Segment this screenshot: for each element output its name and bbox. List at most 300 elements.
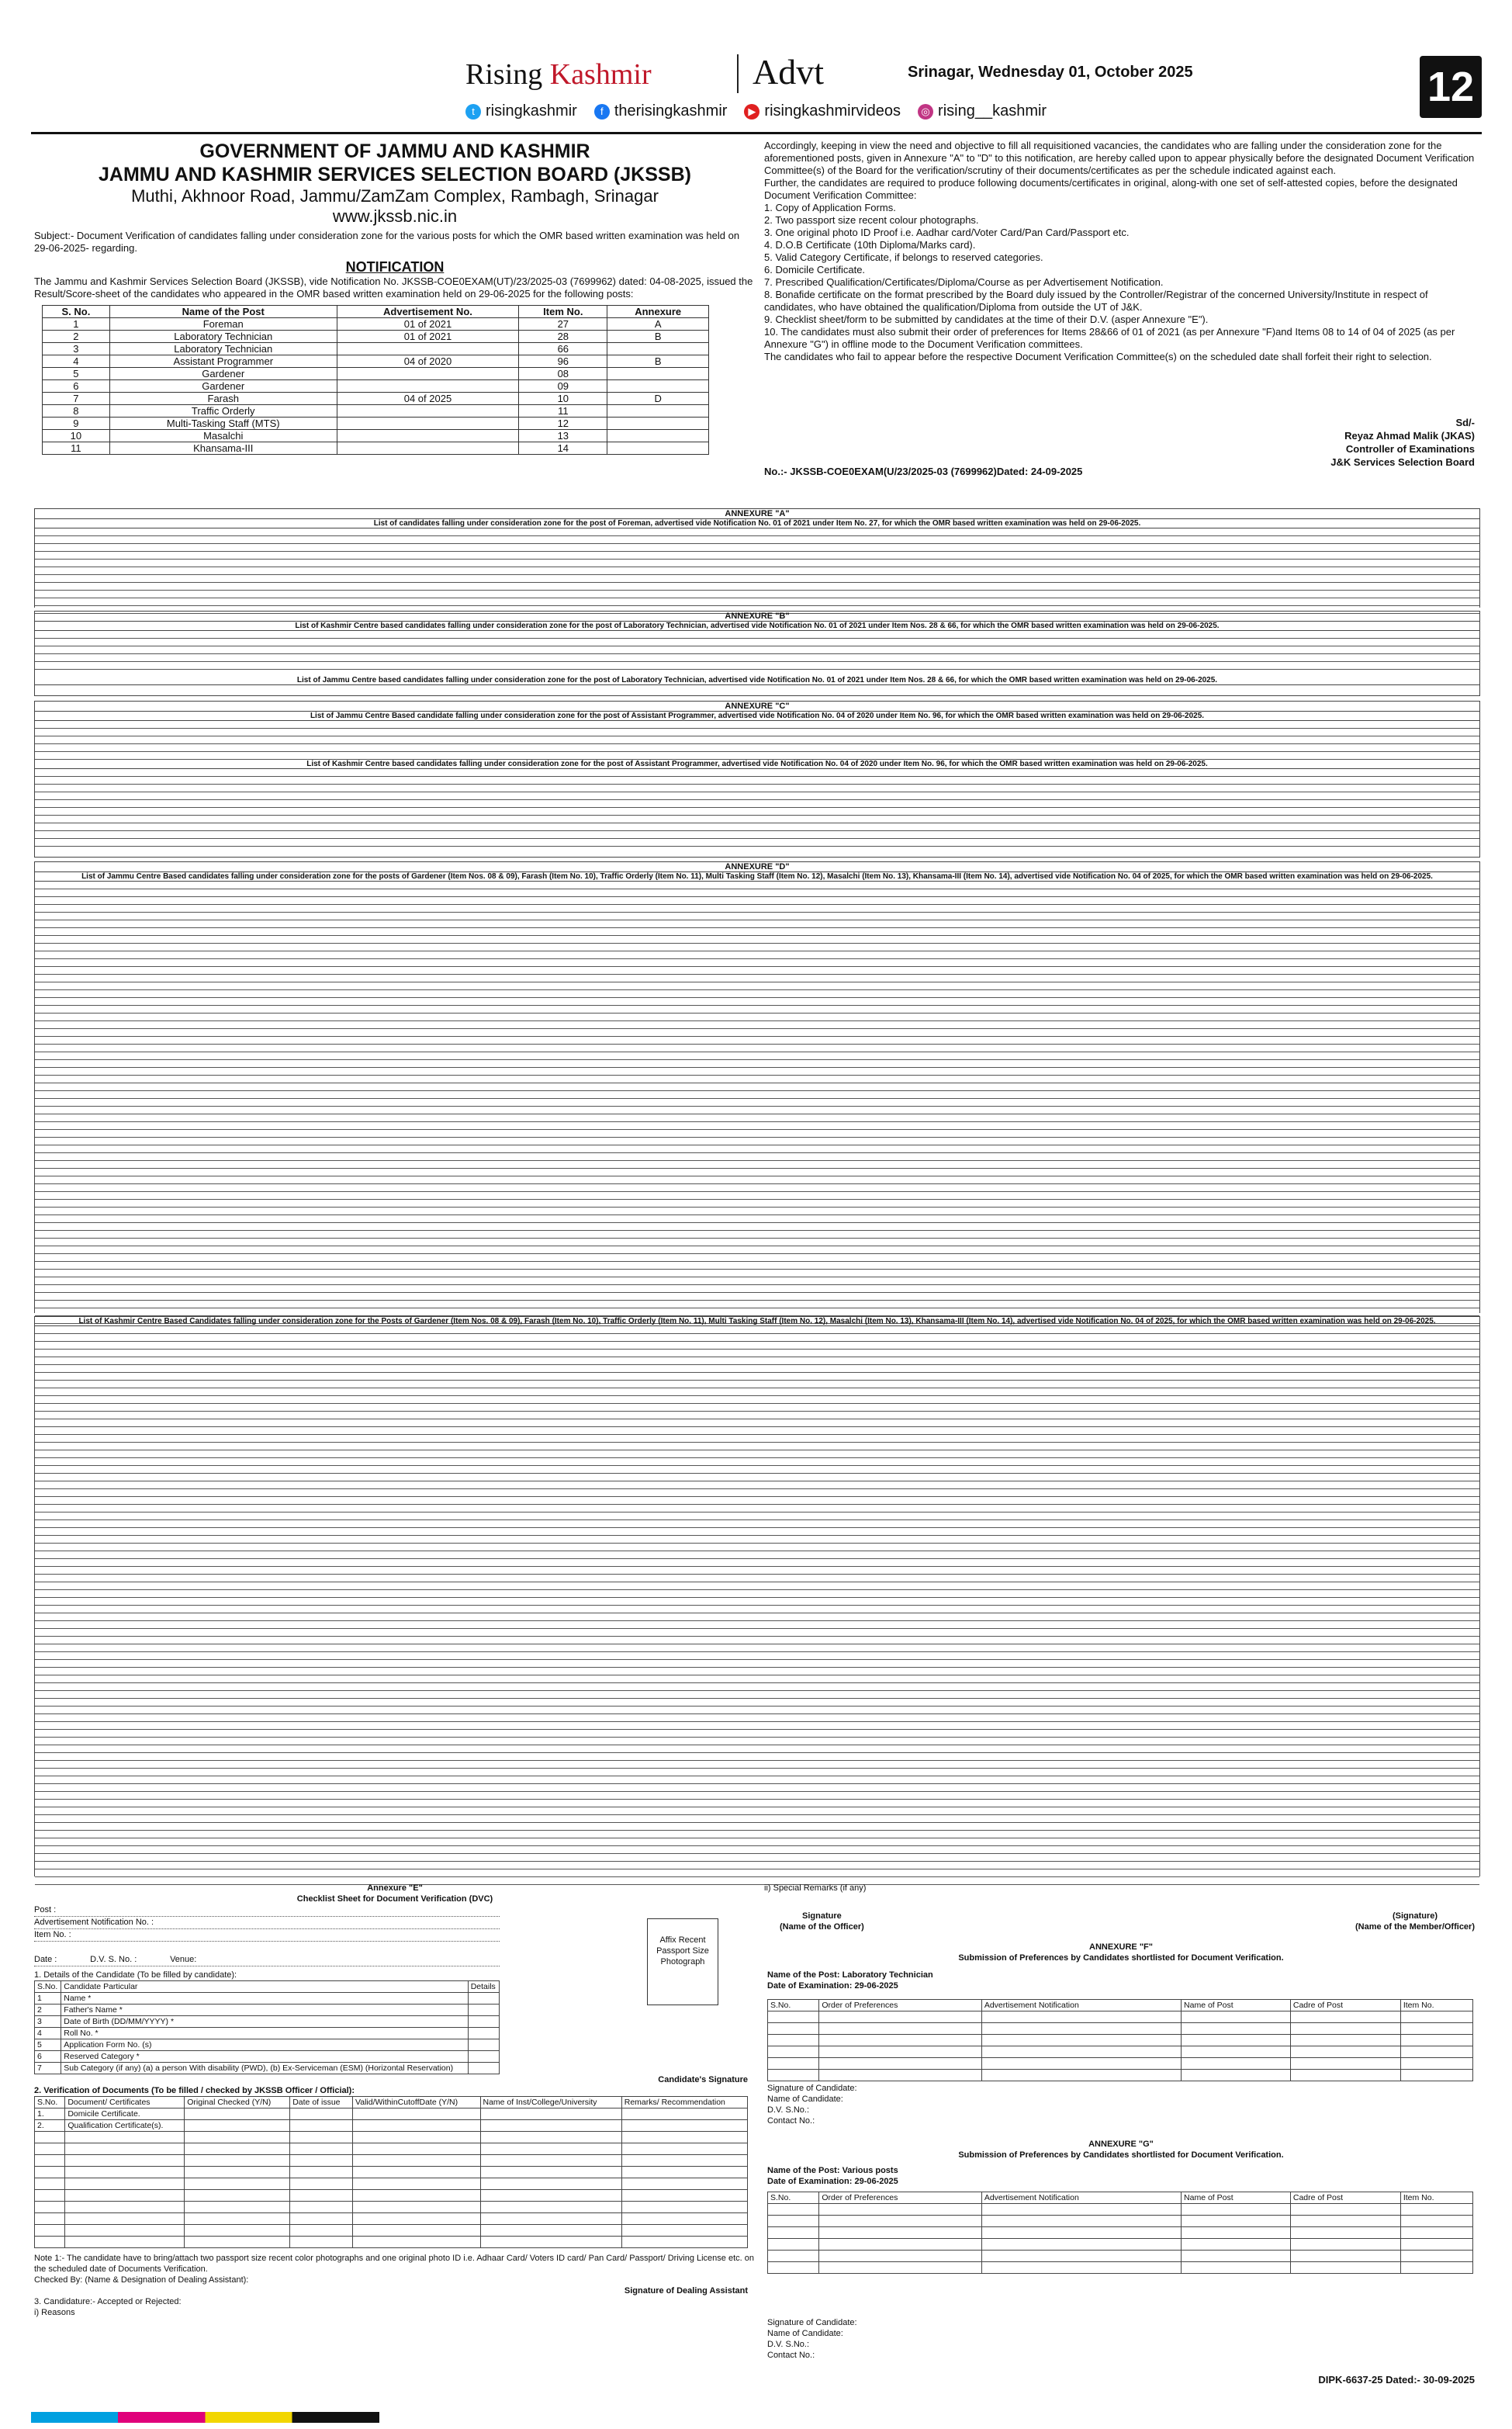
- preference-cell[interactable]: [768, 2023, 819, 2035]
- preference-cell[interactable]: [819, 2058, 981, 2070]
- verification-cell: [185, 2155, 290, 2167]
- social-instagram: ◎ rising__kashmir: [918, 102, 1047, 120]
- instructions-column: [764, 140, 1478, 497]
- preference-cell[interactable]: [1400, 2262, 1472, 2274]
- verification-cell: [65, 2167, 185, 2178]
- preference-cell[interactable]: [1182, 2216, 1291, 2227]
- table-row: [35, 2120, 748, 2132]
- posts-cell: 6: [43, 380, 110, 393]
- verification-cell: [290, 2143, 353, 2155]
- preference-cell[interactable]: [768, 2070, 819, 2081]
- posts-cell: [337, 343, 519, 355]
- verification-cell: [621, 2167, 747, 2178]
- verification-cell: [621, 2143, 747, 2155]
- posts-cell: [337, 405, 519, 418]
- posts-cell: 08: [519, 368, 607, 380]
- preference-cell[interactable]: [981, 2035, 1181, 2046]
- annexure-d-kashmir-caption: List of Kashmir Centre Based Candidates falling under consideration zone for the Posts of Gardener (Item Nos. 08 & 09), Farash (Item No. 10), Traffic Orderly (Item No. 11), Multi Tasking Staff (Item No. 12), Masalchi (Item No. 13), Khansama-III (Item No. 14), advertised vide Notification No. 04 of 2025, for which the OMR based written examination was held on 29-06-2025.: [35, 1317, 1479, 1326]
- preference-cell[interactable]: [819, 2251, 981, 2262]
- preference-cell[interactable]: [819, 2011, 981, 2023]
- preference-cell[interactable]: [1400, 2011, 1472, 2023]
- annexure-f-meta: Name of the Post: Laboratory Technician Date of Examination: 29-06-2025: [767, 1970, 933, 1991]
- list-item: 2. Two passport size recent colour photographs.: [764, 214, 979, 226]
- posts-cell: 2: [43, 331, 110, 343]
- details-cell: Date of Birth (DD/MM/YYYY) *: [61, 2016, 468, 2028]
- annexure-c-label: ANNEXURE "C": [35, 702, 1479, 712]
- verification-header-cell: Remarks/ Recommendation: [621, 2097, 747, 2108]
- preference-cell[interactable]: [819, 2216, 981, 2227]
- preference-cell[interactable]: [981, 2011, 1181, 2023]
- preference-cell[interactable]: [981, 2058, 1181, 2070]
- notification-title: NOTIFICATION: [345, 259, 445, 275]
- posts-cell: 27: [519, 318, 607, 331]
- preference-cell[interactable]: [819, 2239, 981, 2251]
- preference-cell[interactable]: [819, 2204, 981, 2216]
- details-cell: 3: [35, 2016, 61, 2028]
- verification-cell: [65, 2202, 185, 2213]
- newspaper-logo: Rising Kashmir: [465, 58, 652, 91]
- signatory-name: Reyaz Ahmad Malik (JKAS): [1344, 430, 1475, 442]
- posts-cell: 7: [43, 393, 110, 405]
- masthead-rule: [31, 132, 1482, 134]
- print-registration-strip: [31, 2412, 1482, 2423]
- verification-cell: [353, 2155, 481, 2167]
- preference-cell[interactable]: [768, 2251, 819, 2262]
- preference-header-cell: Item No.: [1400, 2192, 1472, 2204]
- verification-cell: [290, 2132, 353, 2143]
- posts-cell: Assistant Programmer: [109, 355, 337, 368]
- posts-cell: [337, 380, 519, 393]
- preference-cell[interactable]: [1400, 2023, 1472, 2035]
- annexure-b-caption: List of Kashmir Centre based candidates falling under consideration zone for the post of Laboratory Technician, advertised vide Notification No. 01 of 2021 under Item Nos. 28 & 66, for which the OMR based written examination was held on 29-06-2025.: [35, 622, 1479, 631]
- document-list: [764, 202, 1478, 363]
- preference-cell[interactable]: [1290, 2204, 1400, 2216]
- verification-cell: [353, 2120, 481, 2132]
- posts-cell: Farash: [109, 393, 337, 405]
- verification-cell: [185, 2167, 290, 2178]
- annexure-c: [34, 701, 1480, 858]
- details-cell: 7: [35, 2063, 61, 2074]
- verification-cell: [290, 2178, 353, 2190]
- preference-header-cell: Name of Post: [1182, 2192, 1291, 2204]
- table-row: [43, 405, 709, 418]
- preference-cell[interactable]: [1290, 2216, 1400, 2227]
- posts-cell: 11: [519, 405, 607, 418]
- verification-cell: [621, 2120, 747, 2132]
- preference-cell[interactable]: [768, 2046, 819, 2058]
- preference-cell[interactable]: [1182, 2058, 1291, 2070]
- preference-cell[interactable]: [1290, 2262, 1400, 2274]
- posts-cell: 1: [43, 318, 110, 331]
- table-row: [768, 2046, 1473, 2058]
- preference-cell[interactable]: [768, 2204, 819, 2216]
- posts-cell: Foreman: [109, 318, 337, 331]
- preference-cell[interactable]: [981, 2262, 1181, 2274]
- table-row: [35, 2051, 500, 2063]
- annexure-f-table: [767, 1999, 1473, 2081]
- posts-cell: Laboratory Technician: [109, 343, 337, 355]
- verification-header-cell: Original Checked (Y/N): [185, 2097, 290, 2108]
- posts-cell: [337, 418, 519, 430]
- verification-cell: [480, 2143, 621, 2155]
- preference-cell[interactable]: [819, 2035, 981, 2046]
- table-row: [35, 2039, 500, 2051]
- verification-cell: [35, 2143, 65, 2155]
- verification-cell: [621, 2108, 747, 2120]
- preference-cell[interactable]: [819, 2227, 981, 2239]
- table-row: [768, 2070, 1473, 2081]
- verification-cell: [353, 2108, 481, 2120]
- signatory-office: J&K Services Selection Board: [1330, 456, 1475, 468]
- posts-cell: 8: [43, 405, 110, 418]
- verification-cell: [185, 2178, 290, 2190]
- details-header-cell: Candidate Particular: [61, 1981, 468, 1993]
- posts-cell: [607, 405, 709, 418]
- details-entry[interactable]: [468, 2005, 499, 2016]
- posts-cell: 01 of 2021: [337, 318, 519, 331]
- verification-cell: [480, 2213, 621, 2225]
- table-row: [43, 331, 709, 343]
- notification-body: The Jammu and Kashmir Services Selection Board (JKSSB), vide Notification No. JKSSB-COE0EXAM(UT)/23/2025-03 (7699962) dated: 04-08-2025, issued the Result/Score-sheet of the candidates who appeared in the OMR based written examination held on 29-06-2025 for the following posts:: [34, 275, 753, 300]
- preference-cell[interactable]: [819, 2070, 981, 2081]
- preference-cell[interactable]: [1400, 2046, 1472, 2058]
- preference-cell[interactable]: [1182, 2204, 1291, 2216]
- verification-cell: [353, 2213, 481, 2225]
- table-row: [35, 2202, 748, 2213]
- posts-cell: Khansama-III: [109, 442, 337, 455]
- gov-title: GOVERNMENT OF JAMMU AND KASHMIR: [199, 140, 590, 162]
- table-row: [43, 368, 709, 380]
- preference-header-cell: Item No.: [1400, 2000, 1472, 2011]
- details-heading: 1. Details of the Candidate (To be filled by candidate):: [34, 1970, 237, 1980]
- preference-cell[interactable]: [768, 2058, 819, 2070]
- verification-cell: [185, 2132, 290, 2143]
- verification-cell: [353, 2178, 481, 2190]
- instructions-para2: Further, the candidates are required to produce following documents/certificates in original, along-with one set of self-attested copies, before the designated Document Verification Committee:: [764, 177, 1458, 201]
- table-row: [768, 2227, 1473, 2239]
- preference-cell[interactable]: [981, 2216, 1181, 2227]
- masthead: [31, 40, 1482, 121]
- facebook-icon: f: [594, 104, 610, 120]
- table-row: [35, 2132, 748, 2143]
- verification-cell: [35, 2167, 65, 2178]
- section-title: Advt: [753, 52, 824, 92]
- verification-cell: [480, 2190, 621, 2202]
- table-row: [768, 2239, 1473, 2251]
- details-entry[interactable]: [468, 2063, 499, 2074]
- reasons-line: i) Reasons: [34, 2308, 75, 2317]
- note-text: Note 1:- The candidate have to bring/attach two passport size recent color photographs and one original photo ID i.e. Adhaar Card/ Voters ID card/ Pan Card/ Passport/ Driving License etc. on the scheduled date of Documents Verification.: [34, 2254, 754, 2274]
- annexure-a-caption: List of candidates falling under consideration zone for the post of Foreman, advertised vide Notification No. 01 of 2021 under Item No. 27, for which the OMR based written examination was held on 29-06-2025.: [35, 519, 1479, 528]
- preference-cell[interactable]: [1290, 2239, 1400, 2251]
- verification-cell: [480, 2108, 621, 2120]
- preference-cell[interactable]: [1182, 2070, 1291, 2081]
- verification-cell: [290, 2108, 353, 2120]
- posts-cell: 3: [43, 343, 110, 355]
- masthead-divider: [737, 54, 739, 93]
- page-number: 12: [1420, 56, 1482, 118]
- social-twitter: t risingkashmir: [465, 102, 577, 120]
- verification-cell: [65, 2213, 185, 2225]
- annexure-c-rows: [35, 721, 1479, 760]
- details-entry[interactable]: [468, 2051, 499, 2063]
- annexure-d-label: ANNEXURE "D": [35, 862, 1479, 872]
- table-row: [35, 2213, 748, 2225]
- annexure-a: [34, 508, 1480, 608]
- table-row: [35, 2063, 500, 2074]
- preference-cell[interactable]: [1290, 2011, 1400, 2023]
- preference-cell[interactable]: [1182, 2251, 1291, 2262]
- verification-cell: [480, 2120, 621, 2132]
- table-row: [35, 2178, 748, 2190]
- details-entry[interactable]: [468, 2028, 499, 2039]
- preference-cell[interactable]: [981, 2070, 1181, 2081]
- preference-cell[interactable]: [1400, 2239, 1472, 2251]
- list-item: 10. The candidates must also submit their order of preferences for Items 28&66 of 01 of 2021 (as per Annexure "F)and Items 08 to 14 of 04 of 2025 (as per Annexure "G") in offline mode to the Document Verification committees.: [764, 326, 1455, 350]
- preference-cell[interactable]: [1400, 2035, 1472, 2046]
- annexure-c-caption: List of Jammu Centre Based candidate falling under consideration zone for the post of Assistant Programmer, advertised vide Notification No. 04 of 2020 under Item No. 96, for which the OMR based written examination was held on 29-06-2025.: [35, 712, 1479, 721]
- annexure-g-heading: ANNEXURE "G" Submission of Preferences by Candidates shortlisted for Document Verification.: [958, 2140, 1284, 2160]
- preference-cell[interactable]: [1400, 2251, 1472, 2262]
- annexure-b: [34, 611, 1480, 696]
- annexure-f-heading: ANNEXURE "F" Submission of Preferences by Candidates shortlisted for Document Verification.: [958, 1942, 1284, 1963]
- date-dv-venue-field[interactable]: Date : D.V. S. No. : Venue:: [34, 1954, 500, 1966]
- details-cell: Roll No. *: [61, 2028, 468, 2039]
- verification-cell: [621, 2132, 747, 2143]
- verification-cell: [480, 2202, 621, 2213]
- verification-cell: [65, 2132, 185, 2143]
- annexure-d: [34, 861, 1480, 1313]
- preference-cell[interactable]: [1400, 2216, 1472, 2227]
- verification-cell: [290, 2213, 353, 2225]
- post-field[interactable]: Post :: [34, 1904, 500, 1917]
- posts-cell: [607, 380, 709, 393]
- sd-mark: Sd/-: [1455, 417, 1475, 428]
- item-field[interactable]: Item No. :: [34, 1929, 500, 1942]
- preference-cell[interactable]: [768, 2262, 819, 2274]
- instructions-para1: Accordingly, keeping in view the need and objective to fill all requisitioned vacancies, the candidates who are falling under the consideration zone for the aforementioned posts, given in Annexure "A" to "D" to this notification, are hereby called upon to appear physically before the designated Document Verification Committee(s) of the Board for the verification/scrutiny of their documents/certificates as per the schedule indicated against each.: [764, 140, 1475, 176]
- details-cell: Name *: [61, 1993, 468, 2005]
- preference-cell[interactable]: [1290, 2058, 1400, 2070]
- posts-cell: [607, 430, 709, 442]
- preference-cell[interactable]: [1400, 2204, 1472, 2216]
- dateline: Srinagar, Wednesday 01, October 2025: [908, 64, 1193, 81]
- posts-cell: 9: [43, 418, 110, 430]
- preference-cell[interactable]: [819, 2023, 981, 2035]
- posts-cell: Gardener: [109, 380, 337, 393]
- dealing-signature-label: Signature of Dealing Assistant: [624, 2286, 748, 2296]
- table-row: [768, 2058, 1473, 2070]
- verification-cell: Qualification Certificate(s).: [65, 2120, 185, 2132]
- verification-cell: [35, 2202, 65, 2213]
- details-entry[interactable]: [468, 2016, 499, 2028]
- table-row: [768, 2216, 1473, 2227]
- preference-cell[interactable]: [1400, 2070, 1472, 2081]
- list-item: 7. Prescribed Qualification/Certificates/Diploma/Course as per Advertisement Notification.: [764, 276, 1164, 288]
- table-row: [43, 442, 709, 455]
- table-row: [43, 418, 709, 430]
- table-row: [35, 1993, 500, 2005]
- preference-cell[interactable]: [1290, 2046, 1400, 2058]
- posts-cell: [337, 368, 519, 380]
- preference-cell[interactable]: [1290, 2251, 1400, 2262]
- verification-cell: [290, 2202, 353, 2213]
- verification-cell: [35, 2155, 65, 2167]
- preference-cell[interactable]: [768, 2239, 819, 2251]
- table-row: [43, 393, 709, 405]
- preference-cell[interactable]: [1290, 2035, 1400, 2046]
- preference-cell[interactable]: [768, 2035, 819, 2046]
- verification-cell: [290, 2190, 353, 2202]
- verification-cell: [353, 2237, 481, 2248]
- posts-cell: 96: [519, 355, 607, 368]
- details-entry[interactable]: [468, 2039, 499, 2051]
- preference-cell[interactable]: [819, 2046, 981, 2058]
- preference-cell[interactable]: [1182, 2262, 1291, 2274]
- verification-cell: [353, 2132, 481, 2143]
- preference-header-cell: Order of Preferences: [819, 2000, 981, 2011]
- preference-cell[interactable]: [1400, 2227, 1472, 2239]
- verification-heading: 2. Verification of Documents (To be filled / checked by JKSSB Officer / Official):: [34, 2086, 355, 2095]
- board-title: JAMMU AND KASHMIR SERVICES SELECTION BOARD (JKSSB): [99, 164, 691, 185]
- preference-cell[interactable]: [981, 2239, 1181, 2251]
- verification-cell: [185, 2237, 290, 2248]
- verification-cell: 2.: [35, 2120, 65, 2132]
- preference-header-cell: Cadre of Post: [1290, 2192, 1400, 2204]
- posts-cell: 09: [519, 380, 607, 393]
- details-cell: 1: [35, 1993, 61, 2005]
- preference-cell[interactable]: [1290, 2227, 1400, 2239]
- preference-cell[interactable]: [981, 2227, 1181, 2239]
- posts-header-cell: Item No.: [519, 306, 607, 318]
- table-row: [35, 2190, 748, 2202]
- verification-cell: [185, 2202, 290, 2213]
- list-item: 4. D.O.B Certificate (10th Diploma/Marks card).: [764, 239, 976, 251]
- details-cell: Reserved Category *: [61, 2051, 468, 2063]
- reference-number: No.:- JKSSB-COE0EXAM(U/23/2025-03 (7699962)Dated: 24-09-2025: [764, 466, 1083, 477]
- annexure-c-kashmir-rows: [35, 769, 1479, 847]
- list-item: The candidates who fail to appear before the respective Document Verification Committee(s) on the scheduled date shall forfeit their right to selection.: [764, 351, 1432, 362]
- posts-cell: B: [607, 331, 709, 343]
- details-cell: Application Form No. (s): [61, 2039, 468, 2051]
- details-cell: 2: [35, 2005, 61, 2016]
- annexure-g-sign: Signature of Candidate: Name of Candidate: D.V. S.No.: Contact No.:: [767, 2318, 857, 2360]
- preference-cell[interactable]: [1290, 2070, 1400, 2081]
- verification-cell: [65, 2155, 185, 2167]
- officer-signature: Signature (Name of the Officer): [780, 1911, 864, 1932]
- verification-cell: [290, 2155, 353, 2167]
- annexure-b-label: ANNEXURE "B": [35, 612, 1479, 622]
- annexure-d-kashmir: [34, 1316, 1480, 1876]
- signatory-designation: Controller of Examinations: [1345, 443, 1475, 455]
- candidate-signature-label: Candidate's Signature: [658, 2075, 748, 2084]
- preference-cell[interactable]: [981, 2023, 1181, 2035]
- board-address: Muthi, Akhnoor Road, Jammu/ZamZam Complex, Rambagh, Srinagar: [131, 186, 659, 206]
- preference-cell[interactable]: [1182, 2239, 1291, 2251]
- table-row: [35, 2005, 500, 2016]
- preference-cell[interactable]: [768, 2227, 819, 2239]
- preference-cell[interactable]: [768, 2011, 819, 2023]
- list-item: 9. Checklist sheet/form to be submitted by candidates at the time of their D.V. (asper Annexure "E").: [764, 314, 1209, 325]
- verification-cell: [290, 2120, 353, 2132]
- table-row: [35, 2108, 748, 2120]
- preference-header-cell: Advertisement Notification: [981, 2192, 1181, 2204]
- preference-header-cell: S.No.: [768, 2000, 819, 2011]
- preference-cell[interactable]: [1182, 2227, 1291, 2239]
- preference-cell[interactable]: [1182, 2023, 1291, 2035]
- posts-cell: 28: [519, 331, 607, 343]
- table-row: [768, 2011, 1473, 2023]
- posts-cell: 4: [43, 355, 110, 368]
- posts-cell: 10: [43, 430, 110, 442]
- instagram-icon: ◎: [918, 104, 933, 120]
- posts-cell: Gardener: [109, 368, 337, 380]
- annexure-c-kashmir-caption: List of Kashmir Centre based candidates falling under consideration zone for the post of Assistant Programmer, advertised vide Notification No. 04 of 2020 under Item No. 96, for which the OMR based written examination was held on 29-06-2025.: [35, 760, 1479, 769]
- preference-cell[interactable]: [819, 2262, 981, 2274]
- preference-cell[interactable]: [1400, 2058, 1472, 2070]
- posts-header-cell: S. No.: [43, 306, 110, 318]
- verification-cell: [353, 2225, 481, 2237]
- social-facebook: f therisingkashmir: [594, 102, 728, 120]
- list-item: 3. One original photo ID Proof i.e. Aadhar card/Voter Card/Pan Card/Passport etc.: [764, 227, 1130, 238]
- verification-cell: [185, 2213, 290, 2225]
- twitter-icon: t: [465, 104, 481, 120]
- signature-block: [1330, 416, 1475, 469]
- table-row: [768, 2251, 1473, 2262]
- preference-cell[interactable]: [768, 2216, 819, 2227]
- annexure-g-meta: Name of the Post: Various posts Date of Examination: 29-06-2025: [767, 2166, 898, 2186]
- youtube-icon: ▶: [744, 104, 759, 120]
- preference-cell[interactable]: [1182, 2011, 1291, 2023]
- posts-cell: Multi-Tasking Staff (MTS): [109, 418, 337, 430]
- details-entry[interactable]: [468, 1993, 499, 2005]
- details-header-cell: Details: [468, 1981, 499, 1993]
- posts-cell: 04 of 2020: [337, 355, 519, 368]
- posts-cell: 10: [519, 393, 607, 405]
- preference-cell[interactable]: [981, 2204, 1181, 2216]
- posts-header-cell: Advertisement No.: [337, 306, 519, 318]
- advertisement-field[interactable]: Advertisement Notification No. :: [34, 1917, 500, 1929]
- verification-header-cell: Document/ Certificates: [65, 2097, 185, 2108]
- preference-cell[interactable]: [981, 2046, 1181, 2058]
- preference-cell[interactable]: [1182, 2035, 1291, 2046]
- table-row: [768, 2204, 1473, 2216]
- posts-cell: Traffic Orderly: [109, 405, 337, 418]
- candidature-line: 3. Candidature:- Accepted or Rejected:: [34, 2297, 182, 2306]
- verification-cell: [480, 2167, 621, 2178]
- preference-header-cell: Cadre of Post: [1290, 2000, 1400, 2011]
- details-cell: Father's Name *: [61, 2005, 468, 2016]
- preference-cell[interactable]: [1290, 2023, 1400, 2035]
- verification-cell: 1.: [35, 2108, 65, 2120]
- posts-cell: 11: [43, 442, 110, 455]
- verification-cell: [480, 2178, 621, 2190]
- verification-cell: [65, 2237, 185, 2248]
- annexure-a-label: ANNEXURE "A": [35, 509, 1479, 519]
- list-item: 6. Domicile Certificate.: [764, 264, 866, 275]
- annexure-b-rows: [35, 631, 1479, 676]
- preference-cell[interactable]: [981, 2251, 1181, 2262]
- posts-cell: B: [607, 355, 709, 368]
- verification-header-cell: Name of Inst/College/University: [480, 2097, 621, 2108]
- annexure-d-kashmir-rows: [35, 1326, 1479, 1885]
- verification-cell: [621, 2178, 747, 2190]
- verification-cell: [621, 2237, 747, 2248]
- table-row: [43, 343, 709, 355]
- subject-line: Subject:- Document Verification of candidates falling under consideration zone for the various posts for which the OMR based written examination was held on 29-06-2025- regarding.: [34, 230, 740, 254]
- preference-cell[interactable]: [1182, 2046, 1291, 2058]
- verification-cell: [621, 2190, 747, 2202]
